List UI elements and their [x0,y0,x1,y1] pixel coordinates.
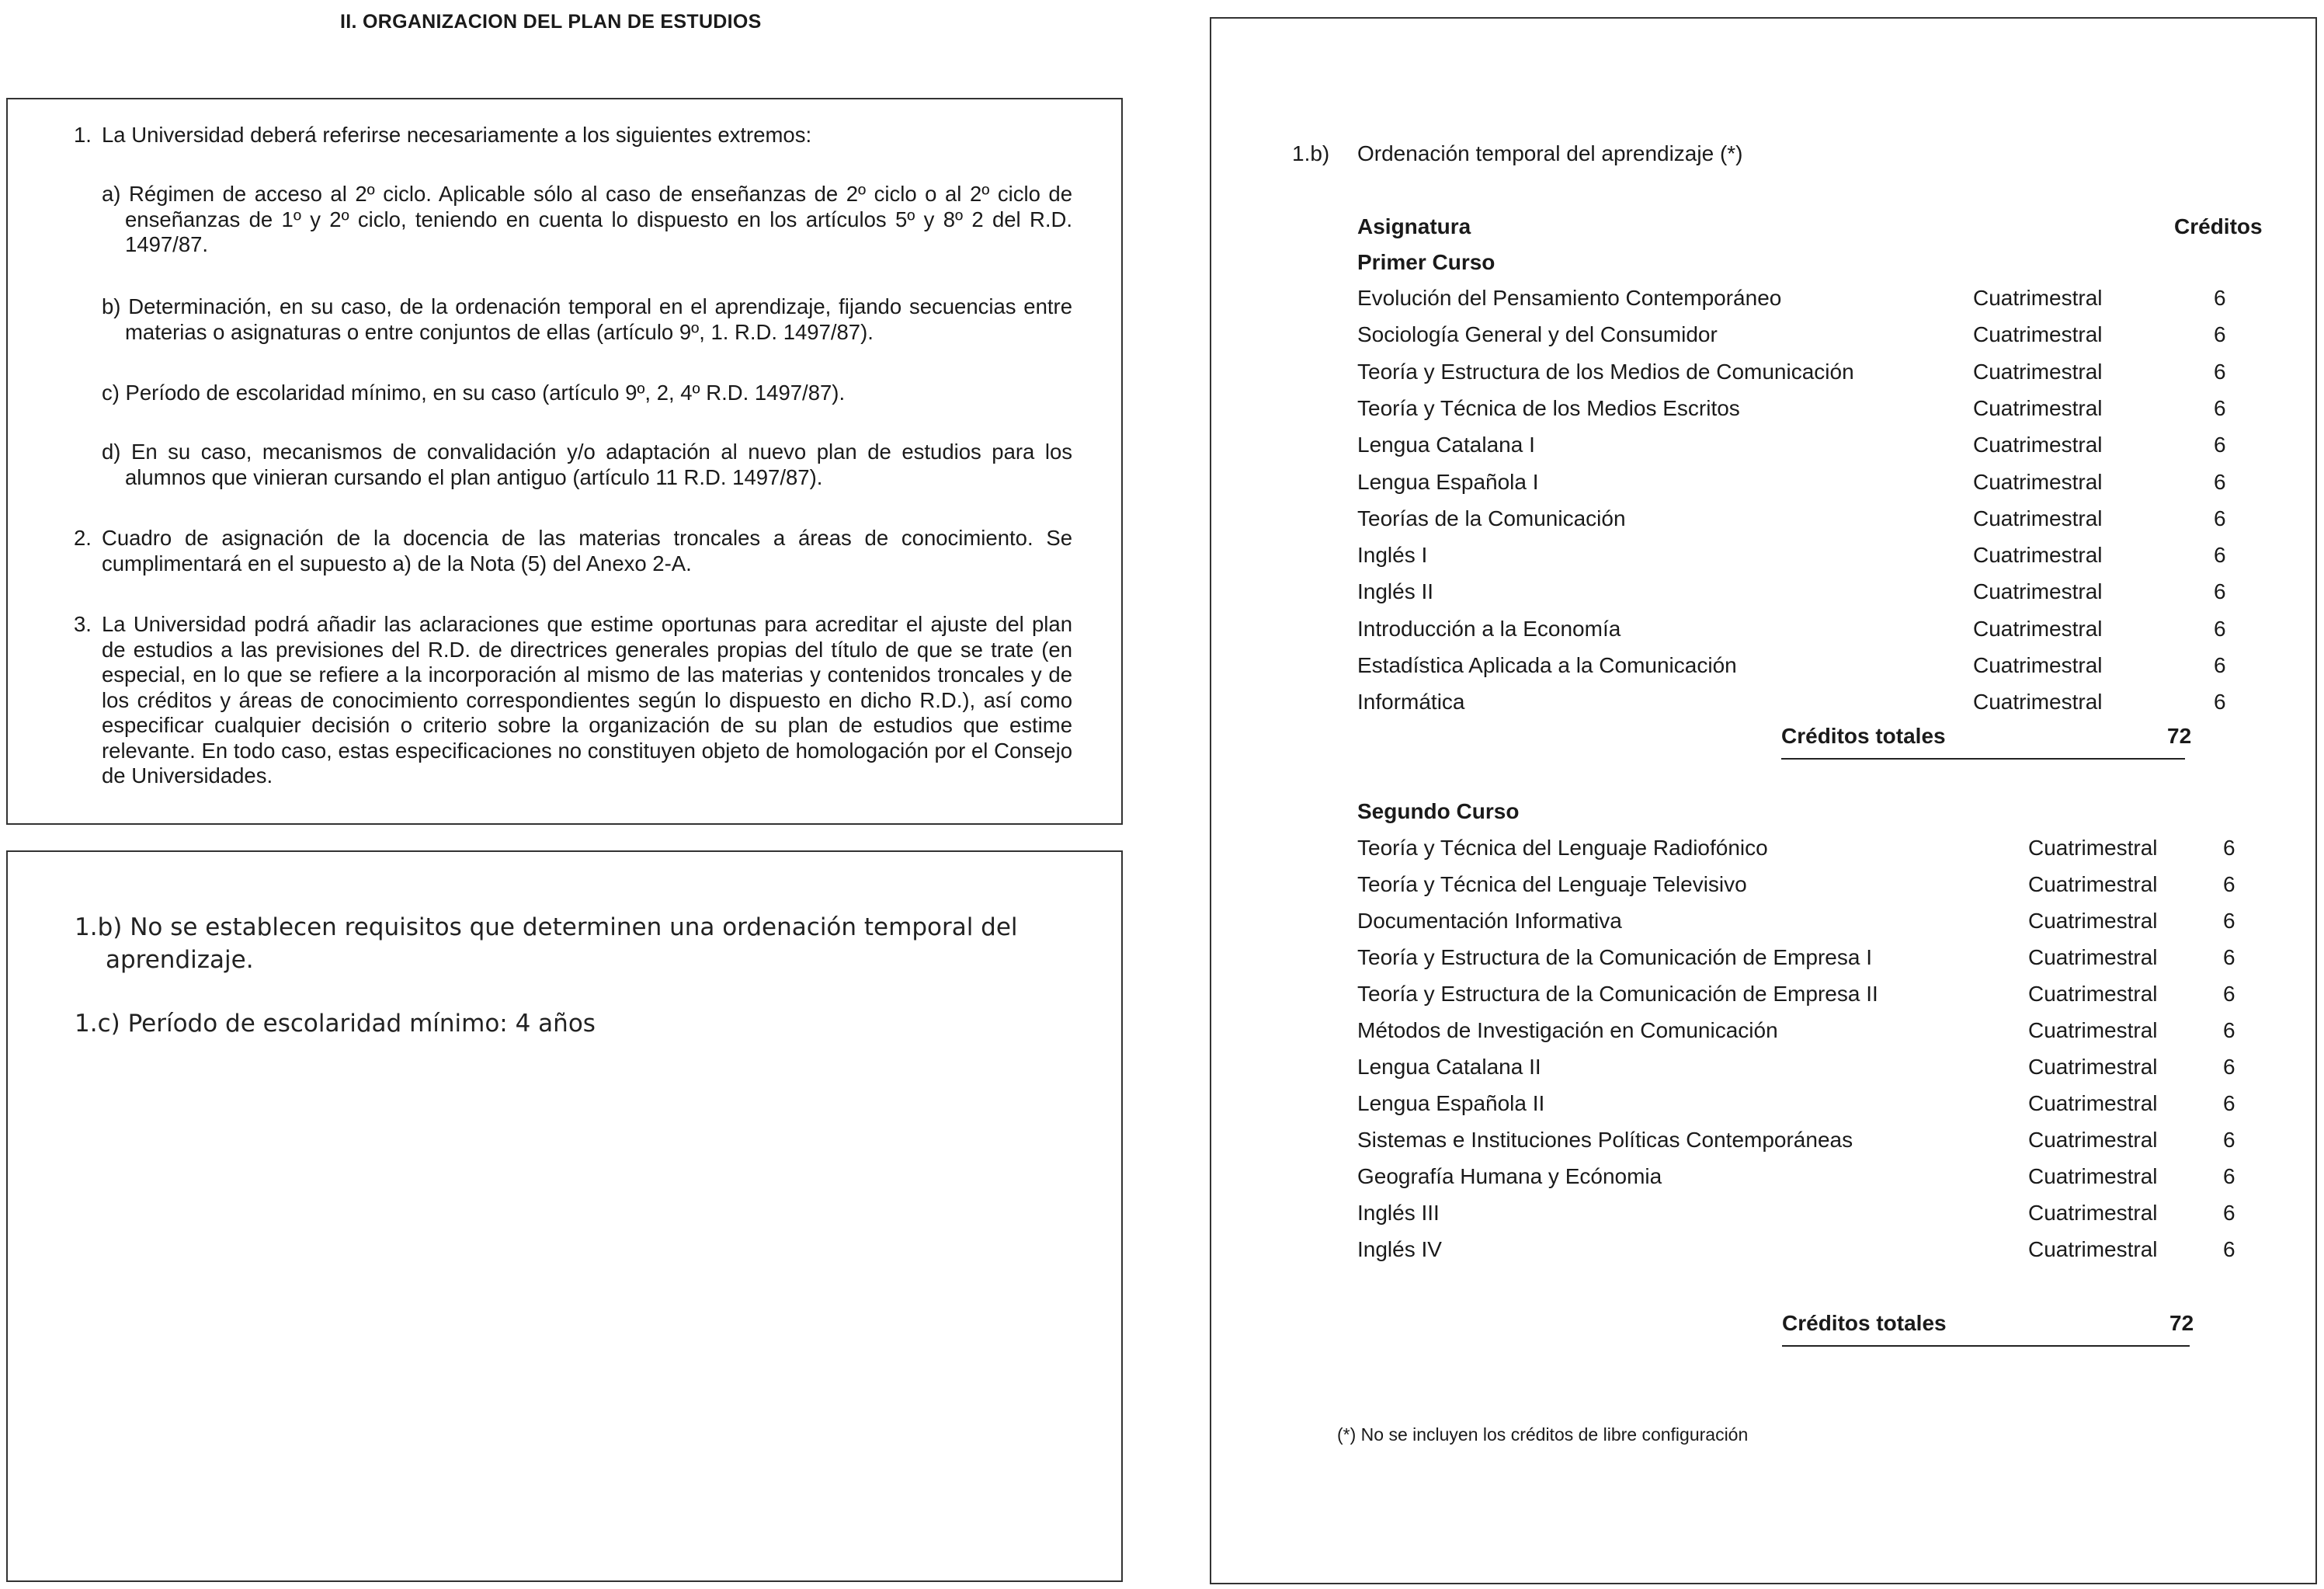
course-credits: 6 [2223,872,2235,896]
course-credits: 6 [2214,653,2226,677]
course-name: Introducción a la Economía [1357,616,1621,641]
course-credits: 6 [2223,1237,2235,1261]
instruction-item-c: c) Período de escolaridad mínimo, en su caso (artículo 9º, 2, 4º R.D. 1497/87). [102,381,846,405]
answer-box [6,850,1123,1582]
course-credits: 6 [2223,1164,2235,1188]
course-credits: 6 [2214,690,2226,715]
course-name: Inglés II [1357,579,1434,604]
instruction-item-a: a) Régimen de acceso al 2º ciclo. Aplicable sólo al caso de enseñanzas de 2º ciclo o al 2º ciclo de enseñanzas de 1º y 2º ciclo, teniendo en cuenta lo dispuesto en los artículos 5º y 8º 2 del R.D. 1497/87. [102,182,1072,256]
course-credits: 6 [2214,359,2226,384]
item-number: 2. [74,526,92,550]
course-period: Cuatrimestral [1973,543,2103,568]
course-credits: 6 [2223,836,2235,860]
instruction-item-3: La Universidad podrá añadir las aclaraciones que estime oportunas para acreditar el ajuste del plan de estudios a las previsiones del R.D. de directrices generales propias del título de que se trate (en especial, en lo que se refiere a la incorporación al mismo de las materias y contenidos troncales y de los créditos y áreas de conocimiento correspondientes según lo dispuesto en dicho R.D.), así como especificar cualquier decisión o criterio sobre la organización de su plan de estudios que estime relevante. En todo caso, estas especificaciones no constituyen objeto de homologación por el Consejo de Universidades. [102,612,1072,788]
course-period: Cuatrimestral [1973,690,2103,715]
course-credits: 6 [2214,286,2226,310]
column-header-credits: Créditos [2174,214,2263,238]
course-period: Cuatrimestral [1973,506,2103,530]
course-name: Lengua Catalana II [1357,1055,1541,1079]
item-number: 3. [74,612,92,636]
course-period: Cuatrimestral [1973,359,2103,384]
item-number: 1. [74,123,92,147]
column-header-subject: Asignatura [1357,214,1471,238]
course-period: Cuatrimestral [1973,286,2103,310]
course-name: Teoría y Estructura de los Medios de Comunicación [1357,359,1854,384]
course-name: Teorías de la Comunicación [1357,506,1626,530]
page-title: II. ORGANIZACION DEL PLAN DE ESTUDIOS [340,11,762,33]
course-period: Cuatrimestral [2028,1201,2158,1225]
instruction-item-b: b) Determinación, en su caso, de la ordenación temporal en el aprendizaje, fijando secuencias entre materias o asignaturas o entre conjuntos de ellas (artículo 9º, 1. R.D. 1497/87). [102,294,1072,344]
course-period: Cuatrimestral [2028,1128,2158,1152]
course-credits: 6 [2214,395,2226,420]
first-year-total: 72 [2167,724,2192,748]
course-period: Cuatrimestral [2028,1018,2158,1042]
course-period: Cuatrimestral [1973,469,2103,494]
course-credits: 6 [2223,982,2235,1006]
course-credits: 6 [2223,945,2235,969]
course-credits: 6 [2214,543,2226,568]
course-credits: 6 [2214,579,2226,604]
course-name: Documentación Informativa [1357,909,1622,933]
course-credits: 6 [2223,1091,2235,1115]
course-name: Sistemas e Instituciones Políticas Contemporáneas [1357,1128,1853,1152]
course-period: Cuatrimestral [2028,1055,2158,1079]
course-name: Informática [1357,690,1465,715]
course-credits: 6 [2223,1018,2235,1042]
course-period: Cuatrimestral [1973,579,2103,604]
course-period: Cuatrimestral [1973,616,2103,641]
course-name: Teoría y Técnica del Lenguaje Radiofónico [1357,836,1768,860]
course-period: Cuatrimestral [1973,653,2103,677]
course-name: Inglés IV [1357,1237,1442,1261]
course-name: Teoría y Estructura de la Comunicación de Empresa II [1357,982,1878,1006]
course-period: Cuatrimestral [2028,982,2158,1006]
course-name: Inglés III [1357,1201,1440,1225]
course-credits: 6 [2223,1128,2235,1152]
course-name: Métodos de Investigación en Comunicación [1357,1018,1778,1042]
course-credits: 6 [2214,433,2226,457]
instructions-box [6,98,1123,825]
course-name: Estadística Aplicada a la Comunicación [1357,653,1737,677]
course-period: Cuatrimestral [1973,433,2103,457]
footnote: (*) No se incluyen los créditos de libre configuración [1337,1424,1749,1445]
course-name: Sociología General y del Consumidor [1357,322,1718,347]
course-period: Cuatrimestral [2028,909,2158,933]
course-credits: 6 [2223,1055,2235,1079]
second-year-title: Segundo Curso [1357,799,1520,823]
answer-1b: 1.b) No se establecen requisitos que determinen una ordenación temporal del aprendizaje. [75,913,1018,974]
course-credits: 6 [2223,909,2235,933]
second-year-total-rule [1782,1345,2190,1347]
course-period: Cuatrimestral [2028,872,2158,896]
course-period: Cuatrimestral [2028,1091,2158,1115]
course-credits: 6 [2214,469,2226,494]
course-credits: 6 [2214,616,2226,641]
first-year-total-label: Créditos totales [1781,724,1946,748]
second-year-total-label: Créditos totales [1782,1311,1947,1335]
course-credits: 6 [2223,1201,2235,1225]
answer-1c: 1.c) Período de escolaridad mínimo: 4 años [75,1010,596,1038]
course-name: Evolución del Pensamiento Contemporáneo [1357,286,1782,310]
course-period: Cuatrimestral [1973,322,2103,347]
first-year-title: Primer Curso [1357,250,1495,274]
course-credits: 6 [2214,322,2226,347]
second-year-total: 72 [2169,1311,2194,1335]
course-name: Geografía Humana y Ecónomia [1357,1164,1662,1188]
course-name: Teoría y Estructura de la Comunicación de Empresa I [1357,945,1872,969]
section-heading: Ordenación temporal del aprendizaje (*) [1357,141,1743,165]
course-name: Teoría y Técnica de los Medios Escritos [1357,395,1740,420]
instruction-item-d: d) En su caso, mecanismos de convalidación y/o adaptación al nuevo plan de estudios para los alumnos que vinieran cursando el plan antiguo (artículo 11 R.D. 1497/87). [102,440,1072,489]
instruction-item-2: Cuadro de asignación de la docencia de las materias troncales a áreas de conocimiento. Se cumplimentará en el supuesto a) de la Nota (5) del Anexo 2-A. [102,526,1072,575]
course-name: Lengua Española II [1357,1091,1545,1115]
course-period: Cuatrimestral [1973,395,2103,420]
course-credits: 6 [2214,506,2226,530]
section-number: 1.b) [1292,141,1330,165]
course-period: Cuatrimestral [2028,945,2158,969]
first-year-total-rule [1781,758,2185,760]
instruction-item-1: La Universidad deberá referirse necesariamente a los siguientes extremos: [102,123,812,147]
course-period: Cuatrimestral [2028,1237,2158,1261]
course-name: Lengua Española I [1357,469,1539,494]
course-name: Inglés I [1357,543,1428,568]
course-name: Lengua Catalana I [1357,433,1535,457]
temporal-order-box [1210,17,2317,1584]
course-period: Cuatrimestral [2028,836,2158,860]
course-name: Teoría y Técnica del Lenguaje Televisivo [1357,872,1747,896]
course-period: Cuatrimestral [2028,1164,2158,1188]
